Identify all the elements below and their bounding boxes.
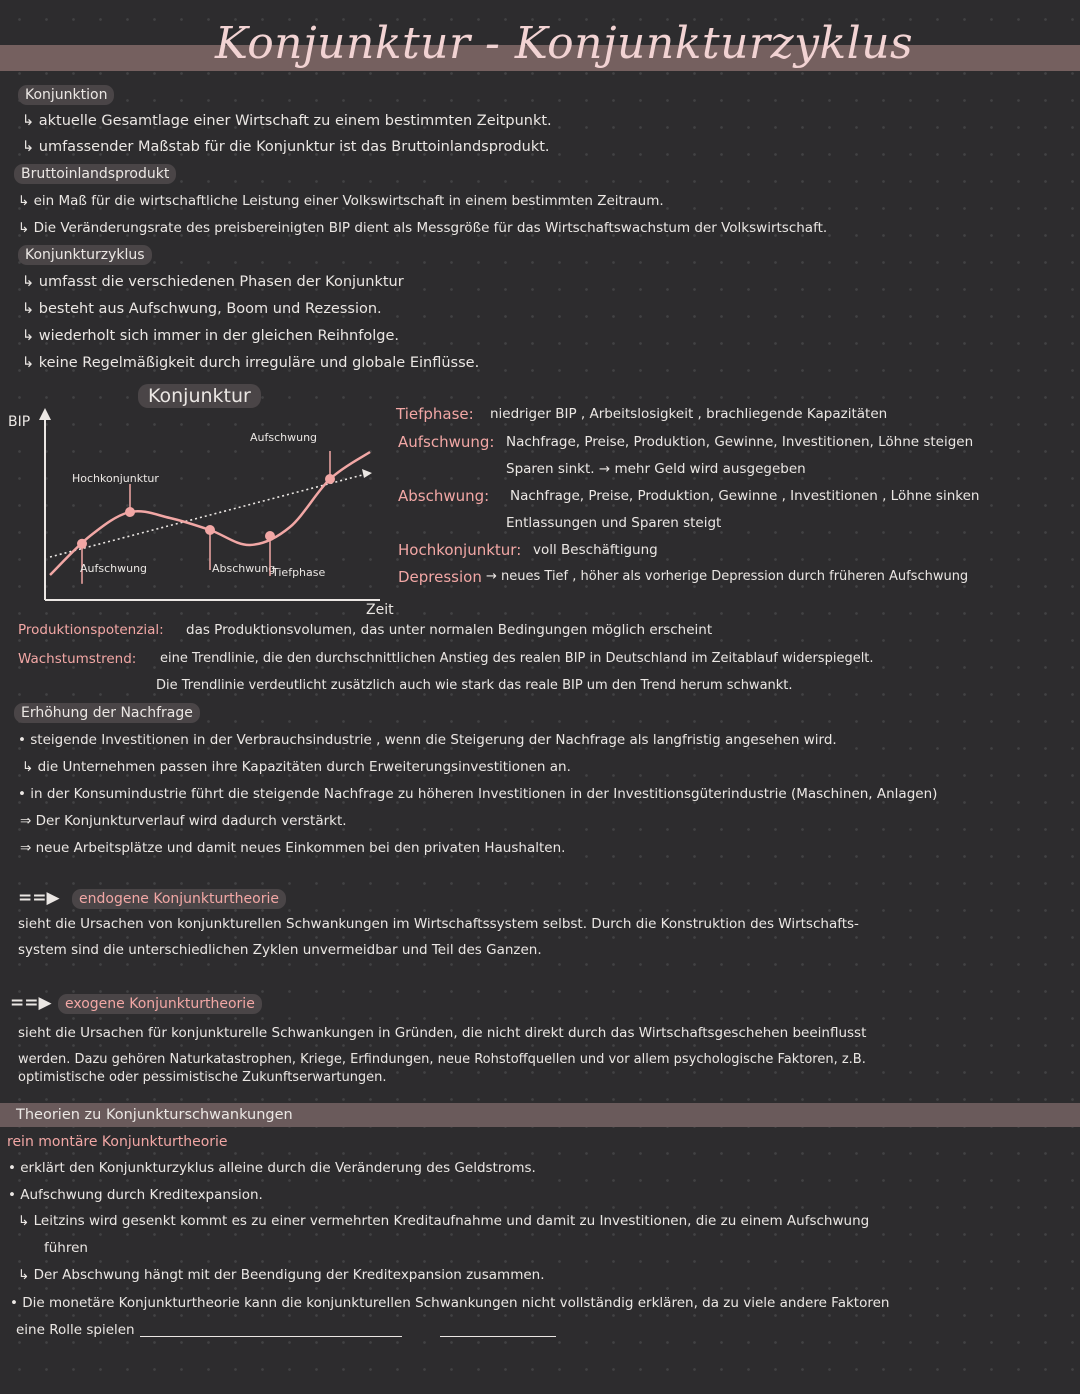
bip-line-2: ↳ Die Veränderungsrate des preisbereinigten BIP dient als Messgröße für das Wirtschaftswachstum der Volkswirtschaft. xyxy=(18,220,828,236)
nachfrage-line-2: ↳ die Unternehmen passen ihre Kapazitäten durch Erweiterungsinvestitionen an. xyxy=(22,759,571,775)
theorien-line-7: eine Rolle spielen xyxy=(16,1322,135,1338)
annotation-label: Tiefphase xyxy=(272,566,326,579)
phase-text: → neues Tief , höher als vorherige Depression durch früheren Aufschwung xyxy=(486,569,969,584)
phase-term: Abschwung: xyxy=(398,487,490,505)
definition-text: Die Trendlinie verdeutlicht zusätzlich auch wie stark das reale BIP um den Trend herum schwankt. xyxy=(156,678,793,693)
bip-line-1: ↳ ein Maß für die wirtschaftliche Leistung einer Volkswirtschaft in einem bestimmten Zeitraum. xyxy=(18,193,664,209)
heading-endogen: endogene Konjunkturtheorie xyxy=(72,889,286,909)
phase-text: niedriger BIP , Arbeitslosigkeit , brachliegende Kapazitäten xyxy=(490,406,888,422)
zyklus-line-1: ↳ umfasst die verschiedenen Phasen der Konjunktur xyxy=(22,274,404,290)
theorien-line-4: führen xyxy=(44,1240,88,1256)
nachfrage-line-5: ⇒ neue Arbeitsplätze und damit neues Einkommen bei den privaten Haushalten. xyxy=(20,840,566,856)
trend-arrow xyxy=(362,469,372,478)
konjunktur-chart xyxy=(0,400,400,620)
exogen-line-3: optimistische oder pessimistische Zukunftserwartungen. xyxy=(18,1070,387,1085)
zyklus-line-3: ↳ wiederholt sich immer in der gleichen Reihnfolge. xyxy=(22,328,399,344)
theorien-line-2: • Aufschwung durch Kreditexpansion. xyxy=(8,1187,263,1203)
phase-term: Tiefphase: xyxy=(396,405,474,423)
underline-2 xyxy=(440,1336,556,1337)
annotation-point xyxy=(205,525,215,535)
heading-konjunkturzyklus: Konjunkturzyklus xyxy=(18,245,152,265)
definition-text: eine Trendlinie, die den durchschnittlichen Anstieg des realen BIP in Deutschland im Zeitablauf widerspiegelt. xyxy=(160,651,874,666)
chart-title: Konjunktur xyxy=(138,384,261,408)
zyklus-line-4: ↳ keine Regelmäßigkeit durch irreguläre und globale Einflüsse. xyxy=(22,355,480,371)
exogen-line-2: werden. Dazu gehören Naturkatastrophen, Kriege, Erfindungen, neue Rohstoffquellen und vor allem psychologische Faktoren, z.B. xyxy=(18,1052,866,1067)
heading-nachfrage: Erhöhung der Nachfrage xyxy=(14,703,200,723)
phase-text: Sparen sinkt. → mehr Geld wird ausgegeben xyxy=(506,461,806,477)
theorien-line-1: • erklärt den Konjunkturzyklus alleine durch die Veränderung des Geldstroms. xyxy=(8,1160,536,1176)
phase-term: Hochkonjunktur: xyxy=(398,541,522,559)
exogen-arrow: ==▶ xyxy=(10,993,52,1013)
endogen-line-2: system sind die unterschiedlichen Zyklen unvermeidbar und Teil des Ganzen. xyxy=(18,942,542,958)
phase-text: Nachfrage, Preise, Produktion, Gewinne , Investitionen , Löhne sinken xyxy=(510,488,980,504)
konjunktion-line-1: ↳ aktuelle Gesamtlage einer Wirtschaft zu einem bestimmten Zeitpunkt. xyxy=(22,113,552,129)
konjunktion-line-2: ↳ umfassender Maßstab für die Konjunktur ist das Bruttoinlandsprodukt. xyxy=(22,139,550,155)
heading-konjunktion: Konjunktion xyxy=(18,85,114,105)
heading-bip: Bruttoinlandsprodukt xyxy=(14,164,176,184)
x-axis-label: Zeit xyxy=(366,602,394,618)
definition-term: Wachstumstrend: xyxy=(18,651,137,667)
annotation-label: Hochkonjunktur xyxy=(72,472,159,485)
theorien-line-3: ↳ Leitzins wird gesenkt kommt es zu einer vermehrten Kreditaufnahme und damit zu Investitionen, die zu einem Aufschwung xyxy=(18,1213,870,1229)
theorien-line-5: ↳ Der Abschwung hängt mit der Beendigung der Kreditexpansion zusammen. xyxy=(18,1267,545,1283)
phase-text: Nachfrage, Preise, Produktion, Gewinne, Investitionen, Löhne steigen xyxy=(506,434,974,450)
annotation-label: Aufschwung xyxy=(250,431,318,444)
phase-term: Depression xyxy=(398,568,482,586)
definition-term: Produktionspotenzial: xyxy=(18,622,164,638)
annotation-point xyxy=(77,539,87,549)
page-title: Konjunktur - Konjunkturzyklus xyxy=(215,18,914,69)
annotation-label: Aufschwung xyxy=(80,561,148,575)
heading-monetaer: rein montäre Konjunkturtheorie xyxy=(7,1134,228,1150)
y-axis-arrow xyxy=(39,408,51,420)
nachfrage-line-3: • in der Konsumindustrie führt die steigende Nachfrage zu höheren Investitionen in der Investitionsgüterindustrie (Maschinen, Anlagen) xyxy=(18,786,938,802)
phase-text: Entlassungen und Sparen steigt xyxy=(506,515,722,531)
y-axis-label: BIP xyxy=(8,414,31,430)
annotation-point xyxy=(325,474,335,484)
annotation-label: Abschwung xyxy=(212,562,276,575)
phase-term: Aufschwung: xyxy=(398,433,495,451)
endogen-arrow: ==▶ xyxy=(18,888,60,908)
annotation-point xyxy=(125,507,135,517)
nachfrage-line-1: • steigende Investitionen in der Verbrauchsindustrie , wenn die Steigerung der Nachfrage als langfristig angesehen wird. xyxy=(18,732,837,748)
endogen-line-1: sieht die Ursachen von konjunkturellen Schwankungen im Wirtschaftssystem selbst. Durch die Konstruktion des Wirtschafts- xyxy=(18,916,859,932)
theorien-line-6: • Die monetäre Konjunkturtheorie kann die konjunkturellen Schwankungen nicht vollständig erklären, da zu viele andere Faktoren xyxy=(10,1295,890,1311)
nachfrage-line-4: ⇒ Der Konjunkturverlauf wird dadurch verstärkt. xyxy=(20,813,347,829)
phase-text: voll Beschäftigung xyxy=(533,542,658,558)
underline-1 xyxy=(140,1336,402,1337)
heading-theorien: Theorien zu Konjunkturschwankungen xyxy=(16,1107,293,1123)
definition-text: das Produktionsvolumen, das unter normalen Bedingungen möglich erscheint xyxy=(186,622,713,638)
annotation-point xyxy=(265,531,275,541)
zyklus-line-2: ↳ besteht aus Aufschwung, Boom und Rezession. xyxy=(22,301,382,317)
exogen-line-1: sieht die Ursachen für konjunkturelle Schwankungen in Gründen, die nicht direkt durch das Wirtschaftsgeschehen beeinflusst xyxy=(18,1025,867,1041)
heading-exogen: exogene Konjunkturtheorie xyxy=(58,994,262,1014)
